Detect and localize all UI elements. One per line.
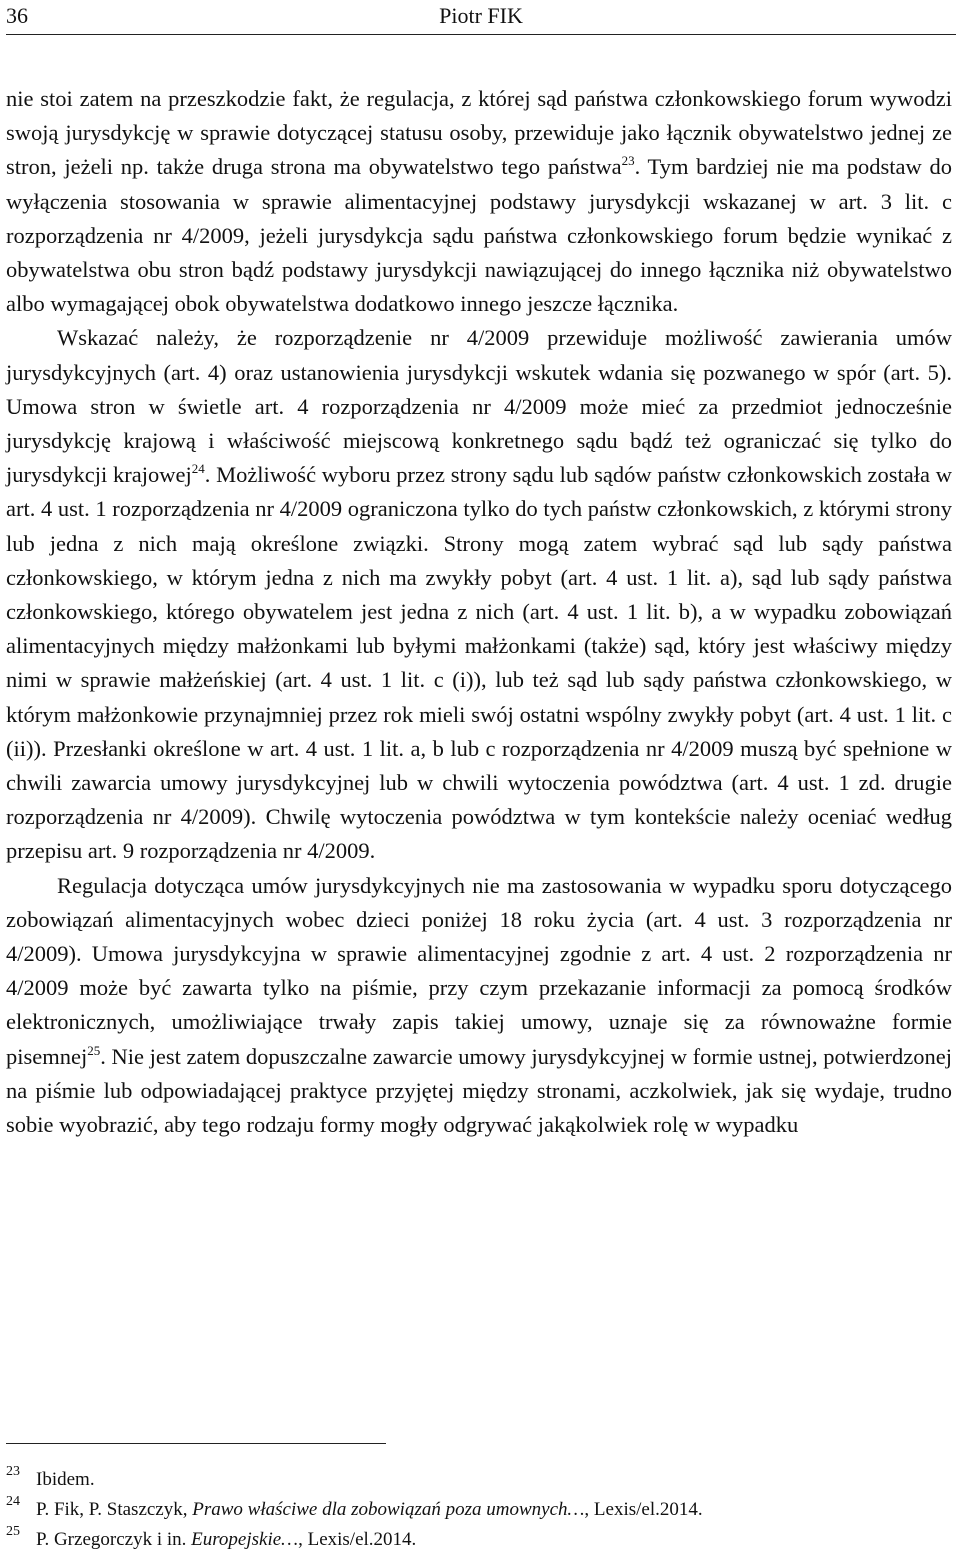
footnote-23: [6, 1465, 952, 1495]
footnote-25: [6, 1525, 952, 1555]
paragraph-2-text-b: . Możliwość wyboru przez strony sądu lub sądów państw członkowskich została w art. 4 ust. 1 rozporządzenia nr 4/2009 ograniczona tylko do tych państw członkowskich, z którymi strony lub jedna z nich mają określone związki. Strony mogą zatem wybrać sąd lub sądy państwa członkowskiego, w którym jedna z nich ma zwykły pobyt (art. 4 ust. 1 lit. a), sąd lub sądy państwa członkowskiego, którego obywatelem jest jedna z nich (art. 4 ust. 1 lit. b), a w wypadku zobowiązań alimentacyjnych między małżonkami lub byłymi małżonkami (także) sąd, który jest właściwy między nimi w sprawie małżeńskiej (art. 4 ust. 1 lit. c (i)), lub też sąd lub sądy państwa członkowskiego, w którym małżonkowie przynajmniej przez rok mieli swój ostatni wspólny zwykły pobyt (art. 4 ust. 1 lit. c (ii)). Przesłanki określone w art. 4 ust. 1 lit. a, b lub c rozporządzenia nr 4/2009 muszą być spełnione w chwili zawarcia umowy jurysdykcyjnej lub w chwili wytoczenia powództwa (art. 4 ust. 1 zd. drugie rozporządzenia nr 4/2009). Chwilę wytoczenia powództwa w tym kontekście należy oceniać według przepisu art. 9 rozporządzenia nr 4/2009.: [6, 462, 953, 864]
paragraph-1-text-b: . Tym bardziej nie ma podstaw do wyłączenia stosowania w sprawie alimentacyjnej podstawy jurysdykcji wskazanej w art. 3 lit. c rozporządzenia nr 4/2009, jeżeli jurysdykcja sądu państwa członkowskiego forum będzie wynikać z obywatelstwa obu stron bądź podstawy jurysdykcji nawiązującej do innego łącznika niż obywatelstwo albo wymagającej obok obywatelstwa dodatkowo innego jeszcze łącznika.: [6, 154, 952, 317]
footnote-number: 23: [6, 1464, 20, 1479]
footnote-title-italic: Prawo właściwe dla zobowiązań poza umownych…: [192, 1499, 585, 1520]
paragraph-3: [6, 869, 952, 1143]
footnote-separator: [6, 1443, 386, 1444]
page-number: 36: [6, 3, 28, 28]
footnote-text-plain: Ibidem.: [36, 1469, 95, 1490]
footnote-text: [36, 1525, 416, 1555]
footnote-ref-25[interactable]: 25: [87, 1042, 101, 1058]
paragraph-1-text-a: nie stoi zatem na przeszkodzie fakt, że regulacja, z której sąd państwa członkowskiego forum wywodzi swoją jurysdykcję w sprawie dotyczącej statusu osoby, przewiduje jako łącznik obywatelstwo jednej ze stron, jeżeli np. także druga strona ma obywatelstwo tego państwa: [6, 86, 952, 180]
paragraph-1: [6, 82, 952, 321]
footnote-text-plain: P. Fik, P. Staszczyk,: [36, 1499, 193, 1520]
footnotes: [6, 1465, 952, 1555]
paragraph-3-text-b: . Nie jest zatem dopuszczalne zawarcie umowy jurysdykcyjnej w formie ustnej, potwierdzonej na piśmie lub odpowiadającej praktyce przyjętej między stronami, aczkolwiek, jak się wydaje, trudno sobie wyobrazić, aby tego rodzaju formy mogły odgrywać jakąkolwiek rolę w wypadku: [6, 1043, 952, 1138]
running-head: Piotr FIK: [439, 3, 523, 28]
body-text: [6, 82, 952, 1142]
footnote-text-plain: , Lexis/el.2014.: [584, 1499, 703, 1520]
paragraph-2-text-a: Wskazać należy, że rozporządzenie nr 4/2009 przewiduje możliwość zawierania umów jurysdykcyjnych (art. 4) oraz ustanowienia jurysdykcji wskutek wdania się pozwanego w spór (art. 5). Umowa stron w świetle art. 4 rozporządzenia nr 4/2009 może mieć za przedmiot jednocześnie jurysdykcję krajową i właściwość miejscową konkretnego sądu bądź też ograniczać się tylko do jurysdykcji krajowej: [6, 325, 952, 488]
paragraph-3-text-a: Regulacja dotycząca umów jurysdykcyjnych nie ma zastosowania w wypadku sporu dotyczącego zobowiązań alimentacyjnych wobec dzieci poniżej 18 roku życia (art. 4 ust. 3 rozporządzenia nr 4/2009). Umowa jurysdykcyjna w sprawie alimentacyjnej zgodnie z art. 4 ust. 2 rozporządzenia nr 4/2009 może być zawarta tylko na piśmie, przy czym przekazanie informacji za pomocą środków elektronicznych, umożliwiające trwały zapis takiej umowy, uznaje się za równoważne formie pisemnej: [6, 872, 952, 1069]
footnote-ref-23[interactable]: 23: [621, 153, 635, 169]
footnote-number: 24: [6, 1494, 20, 1509]
footnote-text: [36, 1495, 703, 1525]
page-header: [6, 0, 956, 35]
footnote-text: [36, 1465, 95, 1495]
paragraph-2: [6, 321, 952, 868]
footnote-number: 25: [6, 1524, 20, 1539]
footnote-ref-24[interactable]: 24: [191, 461, 205, 477]
footnote-24: [6, 1495, 952, 1525]
footnote-text-plain: P. Grzegorczyk i in.: [36, 1529, 192, 1550]
footnote-text-plain: , Lexis/el.2014.: [298, 1529, 417, 1550]
footnote-title-italic: Europejskie…: [191, 1529, 299, 1550]
